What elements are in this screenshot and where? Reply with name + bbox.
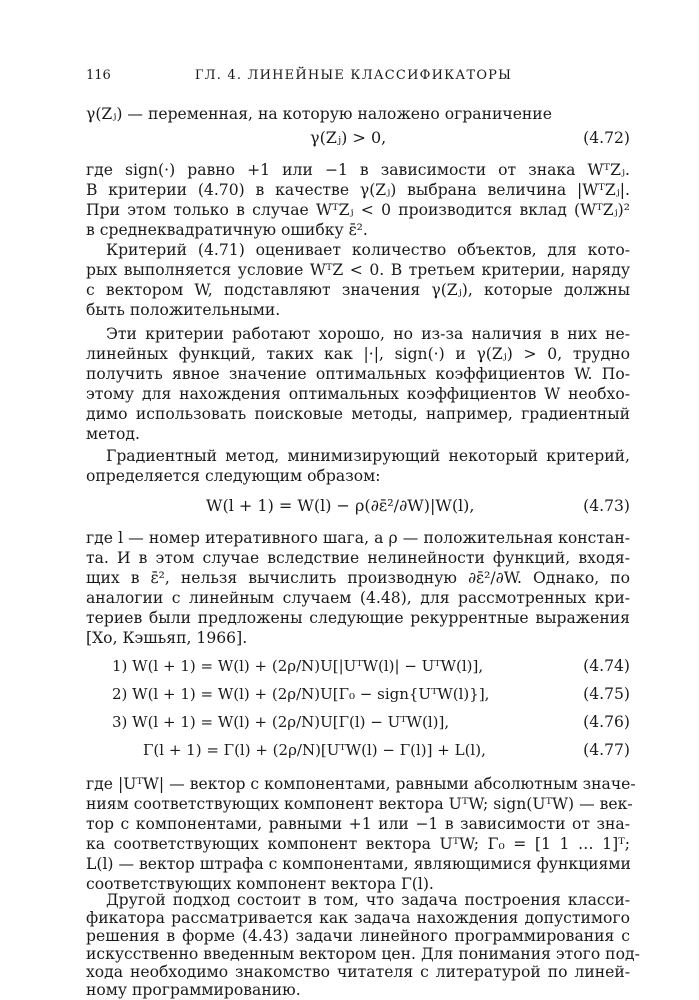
text-line: соответствующих компонент вектора Γ(l). [86, 875, 434, 893]
text-line: При этом только в случае WᵀZⱼ < 0 производится вклад (WᵀZⱼ)² [86, 201, 630, 219]
text-line: ниям соответствующих компонент вектора UᵀW; sign(UᵀW) — век- [86, 795, 633, 813]
text-line: с вектором W, подставляют значения γ(Zⱼ), которые должны [86, 281, 630, 299]
text-line: [Хо, Кэшьяп, 1966]. [86, 629, 248, 647]
page-header [86, 68, 621, 88]
text-line: быть положительными. [86, 301, 281, 319]
equation-number: (4.75) [583, 685, 630, 703]
equation-4-74: 1) W(l + 1) = W(l) + (2ρ/N)U[|UᵀW(l)| − UᵀW(l)], [112, 657, 484, 675]
equation-4-72: γ(Zⱼ) > 0, [310, 128, 387, 147]
equation-4-75: 2) W(l + 1) = W(l) + (2ρ/N)U[Γ₀ − sign{UᵀW(l)}], [112, 685, 490, 703]
text-line: L(l) — вектор штрафа с компонентами, являющимися функциями [86, 855, 631, 873]
text-line: фикатора рассматривается как задача нахождения допустимого [86, 909, 630, 927]
equation-number: (4.73) [583, 497, 630, 515]
text-line: Другой подход состоит в том, что задача построения класси- [106, 891, 630, 909]
text-line: определяется следующим образом: [86, 467, 381, 485]
text-line: ному программированию. [86, 981, 301, 999]
text-line: хода необходимо знакомство читателя с литературой по линей- [86, 963, 630, 981]
equation-number: (4.72) [583, 129, 630, 147]
text-line: где l — номер итеративного шага, а ρ — положительная констан- [86, 529, 630, 547]
running-title: ГЛ. 4. ЛИНЕЙНЫЕ КЛАССИФИКАТОРЫ [194, 68, 513, 83]
equation-number: (4.77) [583, 741, 630, 759]
text-line: В критерии (4.70) в качестве γ(Zⱼ) выбрана величина |WᵀZⱼ|. [86, 181, 630, 199]
text-line: Критерий (4.71) оценивает количество объектов, для кото- [106, 241, 630, 259]
text-line: метод. [86, 425, 140, 443]
equation-number: (4.76) [583, 713, 630, 731]
text-line: рых выполняется условие WᵀZ < 0. В третьем критерии, наряду [86, 261, 630, 279]
equation-4-77: Γ(l + 1) = Γ(l) + (2ρ/N)[UᵀW(l) − Γ(l)] + L(l), [143, 741, 486, 759]
equation-4-76: 3) W(l + 1) = W(l) + (2ρ/N)U[Γ(l) − UᵀW(l)], [112, 713, 450, 731]
text-line: γ(Zⱼ) — переменная, на которую наложено ограничение [86, 105, 552, 123]
text-line: где sign(·) равно +1 или −1 в зависимости от знака WᵀZⱼ. [86, 161, 630, 179]
text-line: ка соответствующих компонент вектора UᵀW; Γ₀ = [1 1 … 1]ᵀ; [86, 835, 630, 853]
text-line: та. И в этом случае вследствие нелинейности функций, входя- [86, 549, 630, 567]
text-line: димо использовать поисковые методы, например, градиентный [86, 405, 630, 423]
text-line: щих в ε̄², нельзя вычислить производную ∂ε̄²/∂W. Однако, по [86, 569, 630, 587]
text-line: решения в форме (4.43) задачи линейного программирования с [86, 927, 630, 945]
text-line: этому для нахождения оптимальных коэффициентов W необхо- [86, 385, 630, 403]
text-line: в среднеквадратичную ошибку ε̄². [86, 221, 368, 239]
text-line: искусственно введенным вектором цен. Для понимания этого под- [86, 945, 640, 963]
equation-number: (4.74) [583, 657, 630, 675]
text-line: Эти критерии работают хорошо, но из-за наличия в них не- [106, 325, 630, 343]
text-line: тор с компонентами, равными +1 или −1 в зависимости от зна- [86, 815, 630, 833]
text-line: получить явное значение оптимальных коэффициентов W. По- [86, 365, 630, 383]
text-line: аналогии с линейным случаем (4.48), для рассмотренных кри- [86, 589, 630, 607]
text-line: где |UᵀW| — вектор с компонентами, равными абсолютным значе- [86, 775, 636, 793]
text-line: Градиентный метод, минимизирующий некоторый критерий, [106, 447, 630, 465]
text-line: линейных функций, таких как |·|, sign(·) и γ(Zⱼ) > 0, трудно [86, 345, 630, 363]
equation-4-73: W(l + 1) = W(l) − ρ(∂ε̄²/∂W)|W(l), [206, 496, 475, 515]
page-number: 116 [86, 68, 111, 83]
text-line: териев были предложены следующие рекуррентные выражения [86, 609, 630, 627]
